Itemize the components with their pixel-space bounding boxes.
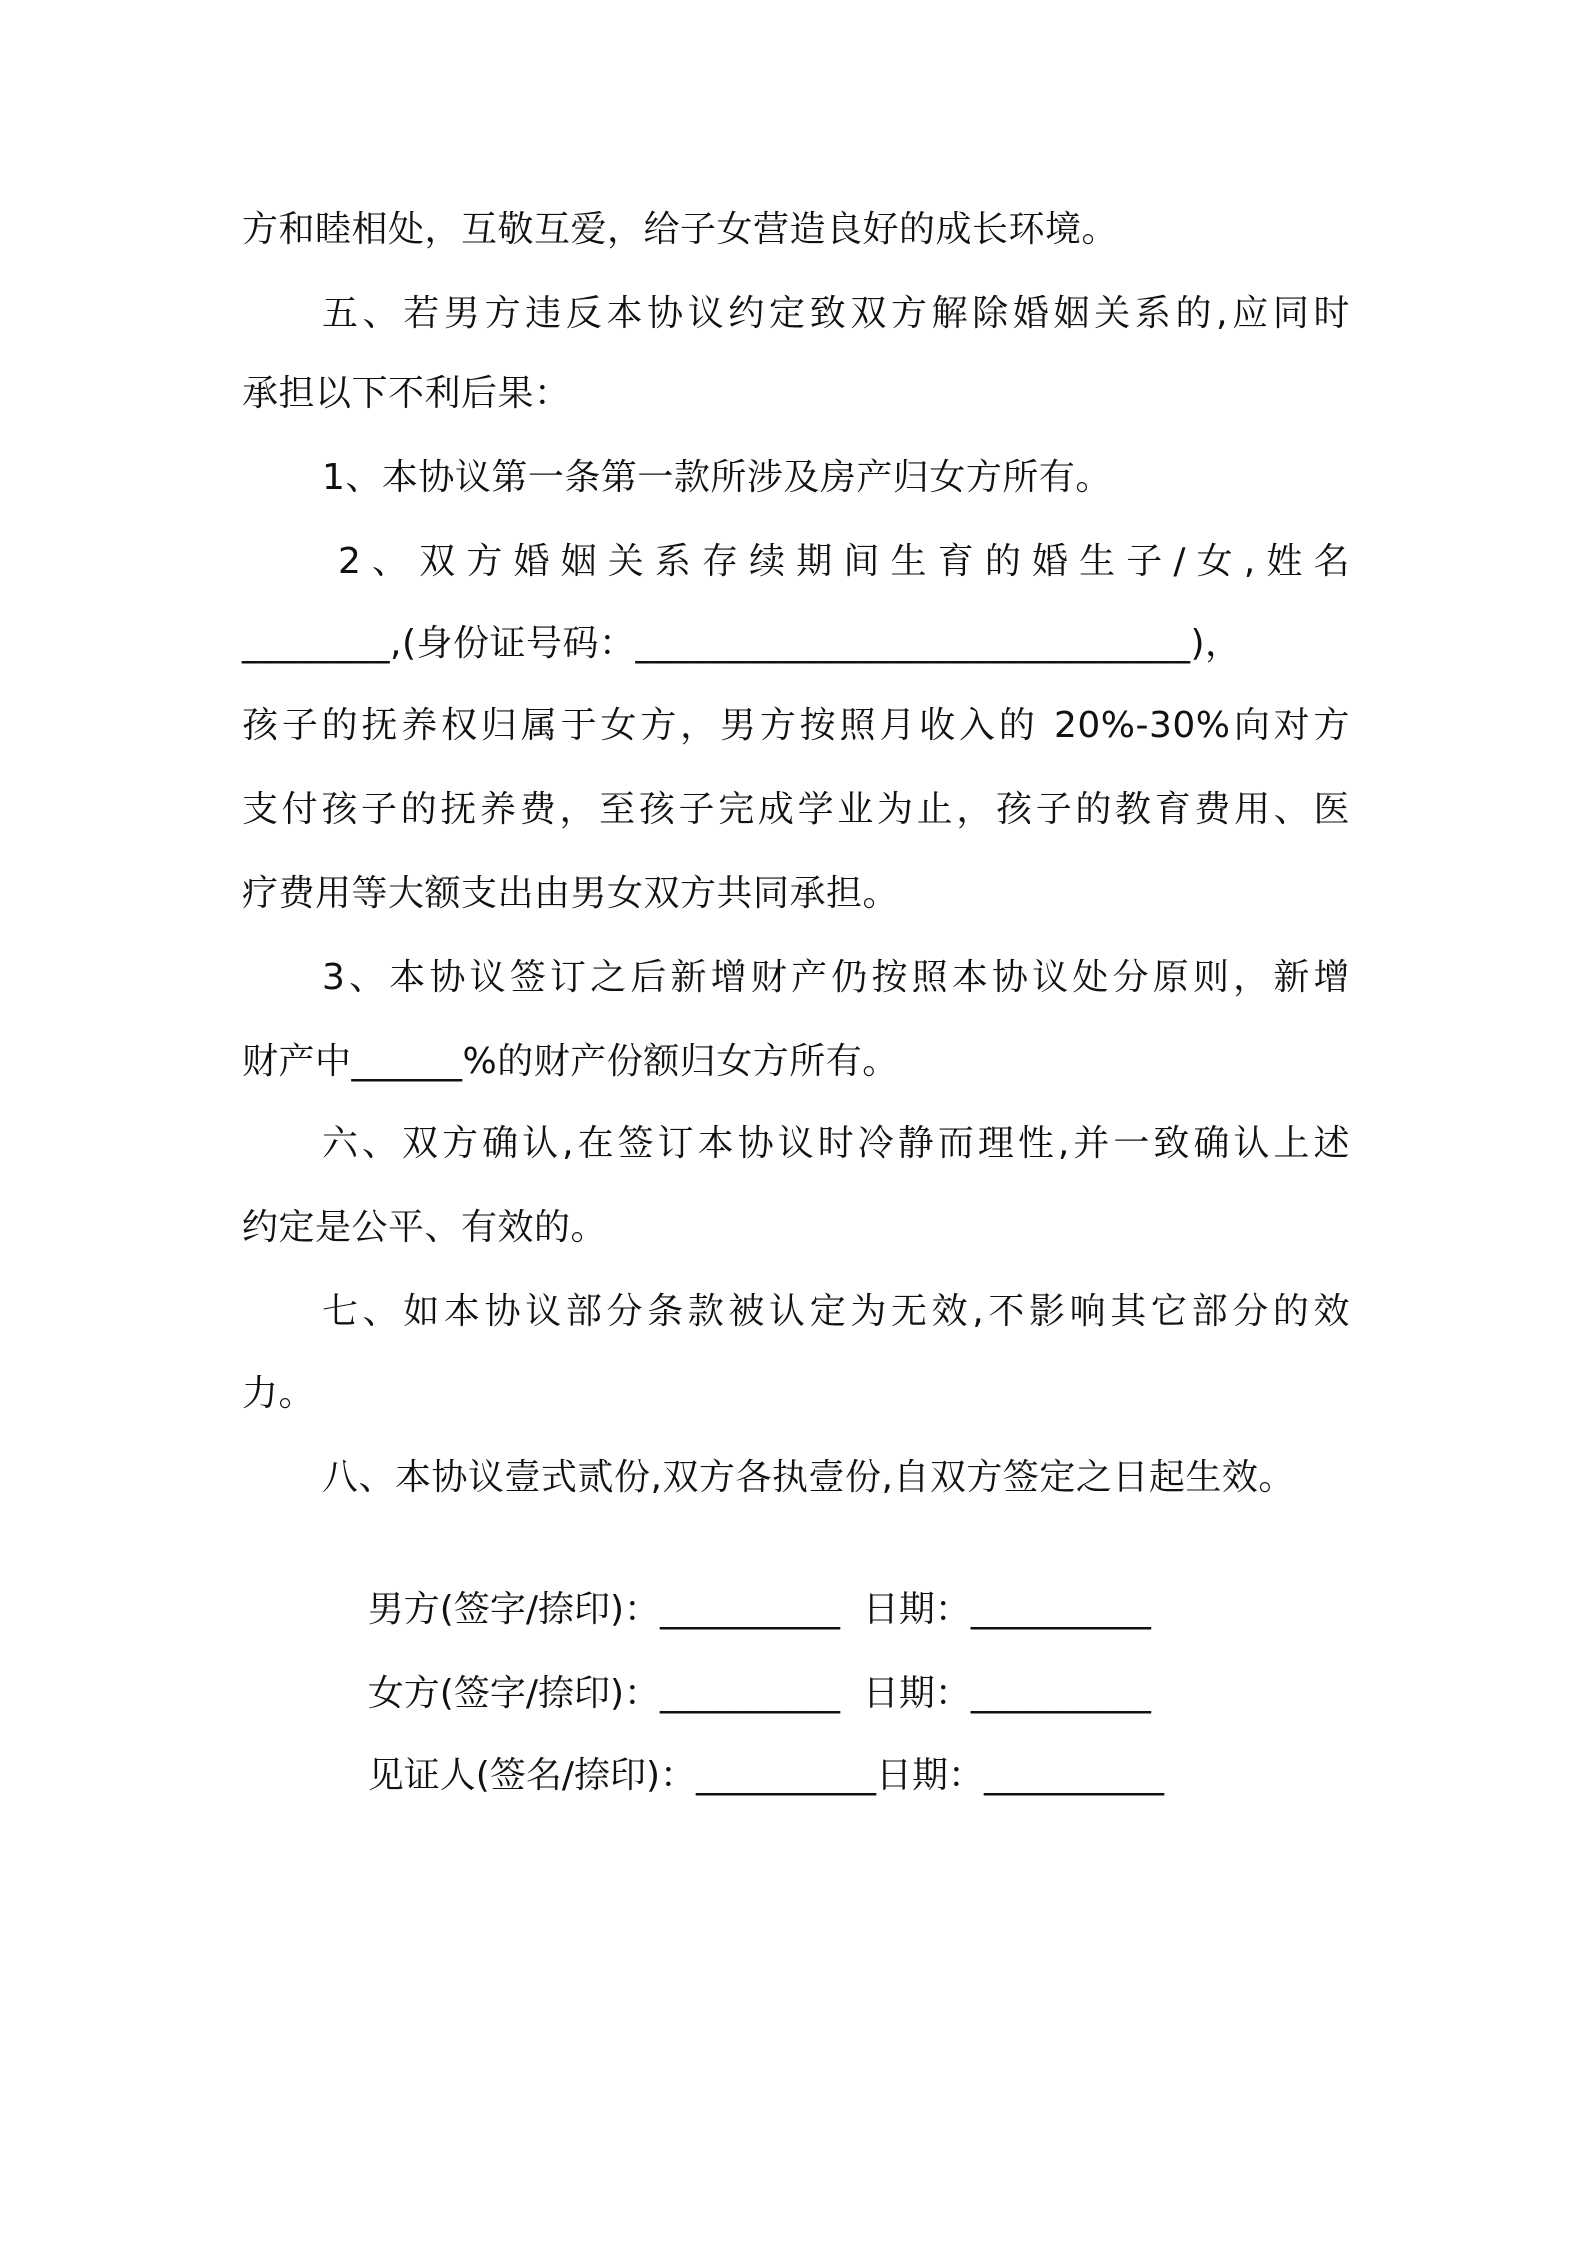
item-two-line-5: 疗费用等大额支出由男女双方共同承担。	[242, 873, 900, 914]
date-blank[interactable]: __________	[970, 1673, 1151, 1714]
date-blank[interactable]: __________	[984, 1755, 1165, 1796]
date-label: 日期：	[862, 1589, 971, 1630]
paragraph-line: 方和睦相处，互敬互爱，给子女营造良好的成长环境。	[242, 209, 1119, 250]
item-three-line-2: 财产中______%的财产份额归女方所有。	[242, 1041, 899, 1082]
clause-eight: 八、本协议壹式贰份,双方各执壹份,自双方签定之日起生效。	[322, 1457, 1295, 1498]
item-two-line-1: 2、双方婚姻关系存续期间生育的婚生子/女,姓名	[338, 541, 1350, 582]
clause-seven-line-2: 力。	[242, 1373, 316, 1414]
item-one: 1、本协议第一条第一款所涉及房产归女方所有。	[322, 457, 1112, 498]
date-label: 日期：	[876, 1755, 985, 1796]
clause-six-line-2: 约定是公平、有效的。	[242, 1207, 608, 1248]
signature-row-witness	[322, 1704, 1164, 1848]
signature-label: 男方(签字/捺印)：	[367, 1589, 661, 1630]
signature-blank[interactable]: __________	[660, 1589, 841, 1630]
item-three-line-1: 3、本协议签订之后新增财产仍按照本协议处分原则，新增	[322, 957, 1350, 998]
date-blank[interactable]: __________	[970, 1589, 1151, 1630]
date-label: 日期：	[862, 1673, 971, 1714]
clause-five-line-2: 承担以下不利后果：	[242, 373, 571, 414]
signature-label: 女方(签字/捺印)：	[367, 1673, 661, 1714]
clause-five-line-1: 五、若男方违反本协议约定致双方解除婚姻关系的,应同时	[322, 293, 1350, 334]
item-two-line-4: 支付孩子的抚养费，至孩子完成学业为止，孩子的教育费用、医	[242, 789, 1350, 830]
item-two-line-2: ________,(身份证号码：______________________________)，	[242, 623, 1242, 664]
item-two-line-3: 孩子的抚养权归属于女方，男方按照月收入的 20%-30%向对方	[242, 705, 1350, 746]
signature-label: 见证人(签名/捺印)：	[367, 1755, 697, 1796]
signature-blank[interactable]: __________	[660, 1673, 841, 1714]
clause-seven-line-1: 七、如本协议部分条款被认定为无效,不影响其它部分的效	[322, 1291, 1350, 1332]
clause-six-line-1: 六、双方确认,在签订本协议时冷静而理性,并一致确认上述	[322, 1123, 1350, 1164]
signature-blank[interactable]: __________	[696, 1755, 877, 1796]
